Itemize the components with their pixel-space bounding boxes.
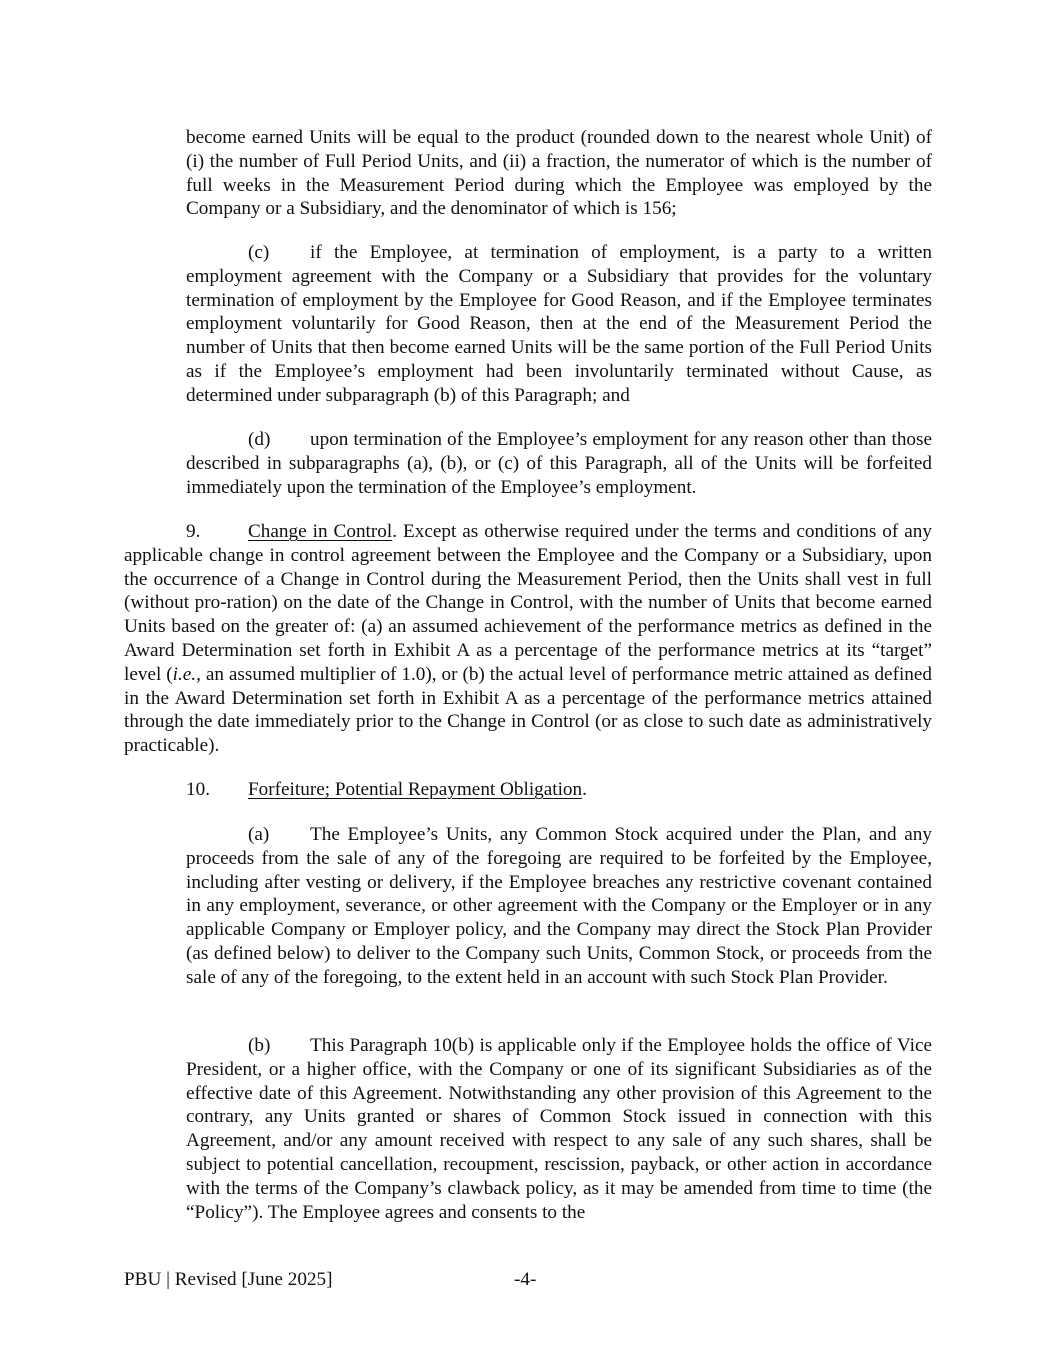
paragraph-10-period: . (582, 779, 587, 800)
paragraph-10a-text: The Employee’s Units, any Common Stock acquired under the Plan, and any proceeds from the sale of any of the foregoing are required to be forfeited by the Employee, including after vesting or delivery, if the Employee breaches any restrictive covenant contained in any employment, severance, or other agreement with the Company or the Employer or in any applicable Company or Employer policy, and the Company may direct the Stock Plan Provider (as defined below) to deliver to the Company such Units, Common Stock, or proceeds from the sale of any of the foregoing, to the extent held in an account with such Stock Plan Provider. (186, 824, 932, 988)
paragraph-9 (124, 520, 932, 758)
paragraph-10b-label: (b) (248, 1035, 271, 1056)
paragraph-8c (186, 241, 932, 408)
paragraph-9-heading: Change in Control (248, 521, 393, 542)
paragraph-8b-continuation: become earned Units will be equal to the product (rounded down to the nearest whole Unit) of (i) the number of Full Period Units, and (ii) a fraction, the numerator of which is the number of full weeks in the Measurement Period during which the Employee was employed by the Company or a Subsidiary, and the denominator of which is 156; (186, 127, 932, 220)
paragraph-8d (186, 428, 932, 499)
paragraph-10-title: Forfeiture; Potential Repayment Obligation (248, 779, 583, 800)
paragraph-10a (186, 823, 932, 990)
paragraph-9-number: 9. (186, 521, 201, 542)
footer-document-id: PBU | Revised [June 2025] (124, 1269, 333, 1290)
paragraph-8c-text: if the Employee, at termination of employment, is a party to a written employment agreement with the Company or a Subsidiary that provides for the voluntary termination of employment by the Employee for Good Reason, and if the Employee terminates employment voluntarily for Good Reason, then at the end of the Measurement Period the number of Units that then become earned Units will be the same portion of the Full Period Units as if the Employee’s employment had been involuntarily terminated without Cause, as determined under subparagraph (b) of this Paragraph; and (186, 242, 932, 406)
paragraph-8c-label: (c) (248, 242, 270, 263)
paragraph-10-heading (124, 778, 932, 802)
paragraph-10b (186, 1034, 932, 1224)
paragraph-9-text-part1: . Except as otherwise required under the terms and conditions of any applicable change in control agreement between the Employee and the Company or a Subsidiary, upon the occurrence of a Change in Control during the Measurement Period, then the Units shall vest in full (without pro-ration) on the date of the Change in Control, with the number of Units that become earned Units based on the greater of: (a) an assumed achievement of the performance metrics as defined in the Award Determination set forth in Exhibit A as a percentage of the performance metrics at its “target” level ( (124, 521, 932, 685)
paragraph-10a-label: (a) (248, 824, 270, 845)
paragraph-9-text-part2: an assumed multiplier of 1.0), or (b) the actual level of performance metric attained as defined in the Award Determination set forth in Exhibit A as a percentage of the performance metrics attained through the date immediately prior to the Change in Control (or as close to such date as administratively practicable). (124, 663, 932, 757)
paragraph-10-number: 10. (186, 779, 210, 800)
footer-page-number: -4- (514, 1269, 537, 1290)
paragraph-10b-text: This Paragraph 10(b) is applicable only if the Employee holds the office of Vice President, or a higher office, with the Company or one of its significant Subsidiaries as of the effective date of this Agreement. Notwithstanding any other provision of this Agreement to the contrary, any Units granted or shares of Common Stock issued in connection with this Agreement, and/or any amount received with respect to any sale of any such shares, shall be subject to potential cancellation, recoupment, rescission, payback, or other action in accordance with the terms of the Company’s clawback policy, as it may be amended from time to time (the “Policy”). The Employee agrees and consents to the (186, 1035, 932, 1223)
paragraph-8d-label: (d) (248, 429, 271, 450)
paragraph-9-italic-ie: i.e., (172, 663, 201, 685)
paragraph-8d-text: upon termination of the Employee’s employment for any reason other than those described in subparagraphs (a), (b), or (c) of this Paragraph, all of the Units will be forfeited immediately upon the termination of the Employee’s employment. (186, 429, 932, 498)
